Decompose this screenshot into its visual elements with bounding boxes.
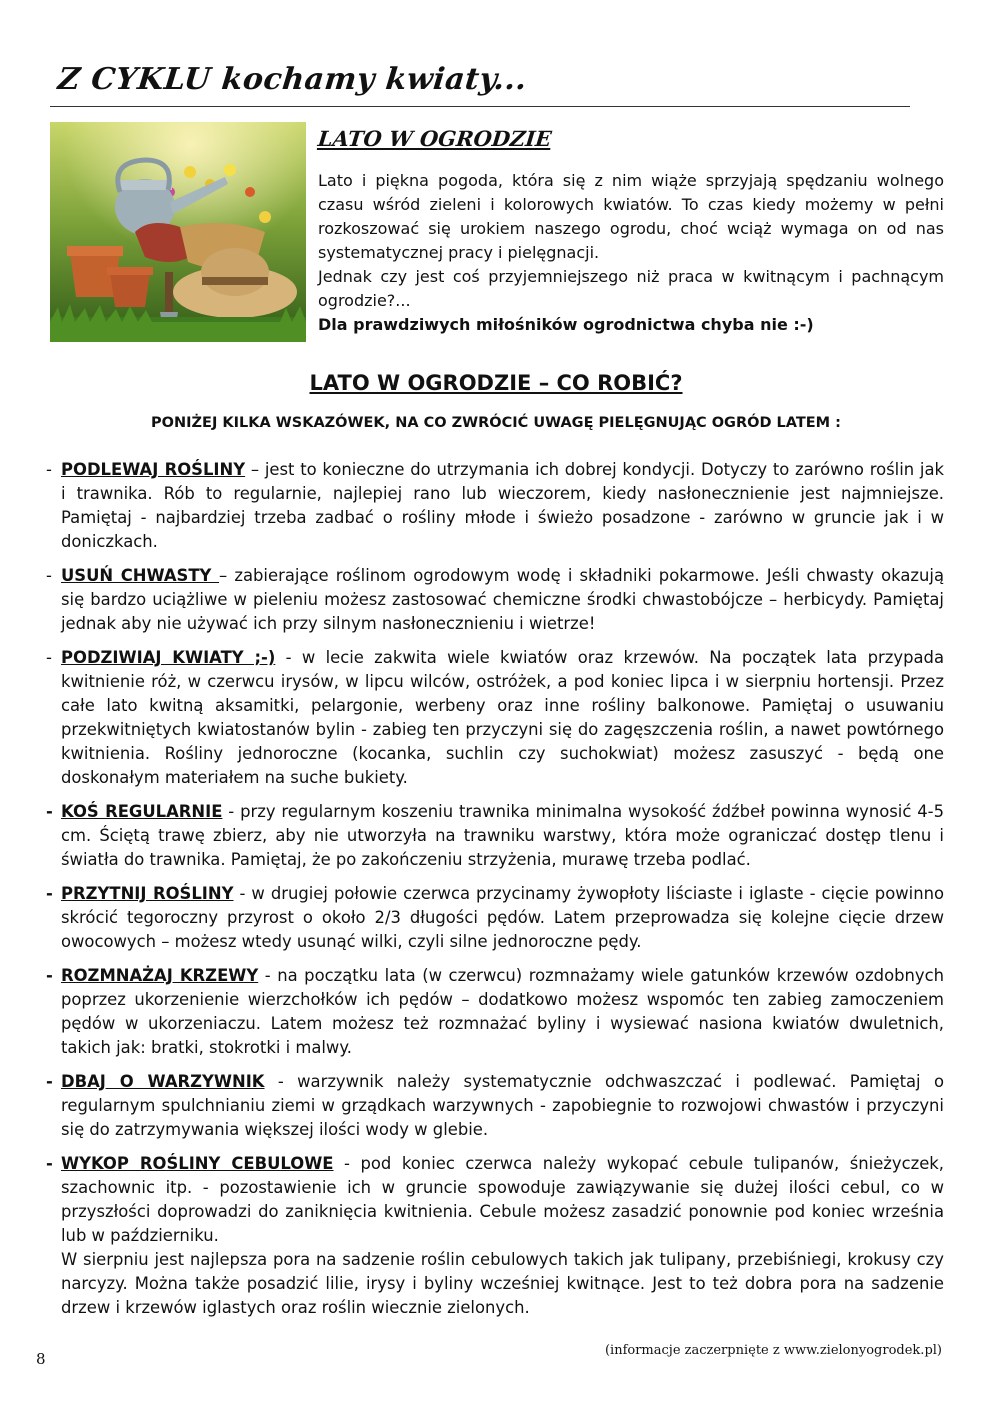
tip-text: - przy regularnym koszeniu trawnika minimalna wysokość źdźbeł powinna wynosić 4-5 cm. Ściętą trawę zbierz, aby nie utworzyła na trawniku warstwy, która może ograniczać dostęp tlenu i światła do trawnika. Pamiętaj, że po zakończeniu strzyżenia, murawę trzeba podlać. xyxy=(61,802,944,869)
garden-photo xyxy=(50,122,306,342)
tip-item xyxy=(46,964,944,1060)
list-dash: - xyxy=(46,1072,53,1091)
tip-item xyxy=(46,1152,944,1248)
tip-text: - na początku lata (w czerwcu) rozmnażamy wiele gatunków krzewów ozdobnych poprzez ukorzenienie wierzchołków ich pędów – dodatkowo możesz wspomóc ten zabieg zamoczeniem pędów w ukorzeniaczu. Latem możesz też rozmnażać byliny i wysiewać nasiona kwiatów dwuletnich, takich jak: bratki, stokrotki i malwy. xyxy=(61,966,944,1057)
intro-title: LATO W OGRODZIE xyxy=(316,126,553,151)
list-dash: - xyxy=(46,460,52,479)
intro-paragraph: Lato i piękna pogoda, która się z nim wiąże sprzyjają spędzaniu wolnego czasu wśród zieleni i kolorowych kwiatów. To czas kiedy możemy w pełni rozkoszować się urokiem naszego ogrodu, choć wciąż wymaga on od nas systematycznej pracy i pielęgnacji. xyxy=(318,171,944,262)
tip-item xyxy=(46,882,944,954)
tip-item xyxy=(46,458,944,554)
tip-lead: USUŃ CHWASTY xyxy=(61,566,220,585)
tip-text: - w drugiej połowie czerwca przycinamy żywopłoty liściaste i iglaste - cięcie powinno skrócić tegoroczny przyrost o około 2/3 długości pędów. Latem przeprowadza się kolejne cięcie drzew owocowych – możesz wtedy usunąć wilki, czyli silne jednoroczne pędy. xyxy=(61,884,944,951)
intro-section xyxy=(318,126,944,337)
list-dash: - xyxy=(46,884,53,903)
tip-lead: PODLEWAJ ROŚLINY xyxy=(61,460,246,479)
tip-text: – jest to konieczne do utrzymania ich dobrej kondycji. Dotyczy to zarówno roślin jak i trawnika. Rób to regularnie, najlepiej rano lub wieczorem, kiedy nasłonecznienie jest najmniejsze. Pamiętaj - najbardziej trzeba zadbać o rośliny młode i świeżo posadzone - zarówno w gruncie jak i w doniczkach. xyxy=(61,460,944,551)
page-number: 8 xyxy=(36,1350,46,1368)
source-note: (informacje zaczerpnięte z www.zielonyogrodek.pl) xyxy=(604,1343,942,1358)
tip-lead: PRZYTNIJ ROŚLINY xyxy=(61,884,234,903)
tip-item xyxy=(46,1070,944,1142)
tip-item xyxy=(46,564,944,636)
tip-item xyxy=(46,800,944,872)
tip-lead: PODZIWIAJ KWIATY ;-) xyxy=(61,648,276,667)
tip-text: - warzywnik należy systematycznie odchwaszczać i podlewać. Pamiętaj o regularnym spulchnianiu ziemi w grządkach warzywnych - zapobiegnie to rozwojowi chwastów i przyczyni się do zatrzymywania większej ilości wody w glebie. xyxy=(61,1072,944,1139)
tip-lead: KOŚ REGULARNIE xyxy=(61,802,223,821)
main-heading: LATO W OGRODZIE – CO ROBIĆ? xyxy=(309,371,683,395)
header-divider xyxy=(50,106,910,107)
tip-text: - w lecie zakwita wiele kwiatów oraz krzewów. Na początek lata przypada kwitnienie róż, w czerwcu irysów, w lipcu wilców, ostróżek, a pod koniec lipca i w sierpniu hortensji. Przez całe lato kwitną aksamitki, pelargonie, werbeny oraz inne rośliny balkonowe. Pamiętaj o usuwaniu przekwitniętych kwiatostanów bylin - zabieg ten przyczyni się do zagęszczenia roślin, a nawet powtórnego kwitnienia. Rośliny jednoroczne (kocanka, suchlin czy suchokwiat) możesz zasuszyć - będą one doskonałym materiałem na suche bukiety. xyxy=(61,648,944,787)
tip-text: - pod koniec czerwca należy wykopać cebule tulipanów, śnieżyczek, szachownic itp. - pozostawienie ich w gruncie spowoduje zawiązywanie się dużej ilości cebul, co w przyszłości doprowadzi do zaniknięcia kwitnienia. Cebule możesz zasadzić ponownie pod koniec września lub w październiku. xyxy=(61,1154,945,1245)
tip-item xyxy=(46,646,944,790)
tips-list xyxy=(46,458,944,1320)
list-dash: - xyxy=(46,802,53,821)
list-dash: - xyxy=(46,648,52,667)
tip-text: – zabierające roślinom ogrodowym wodę i składniki pokarmowe. Jeśli chwasty okazują się bardzo uciążliwe w pieleniu możesz zastosować chemiczne środki chwastobójcze – herbicydy. Pamiętaj jednak aby nie używać ich przy silnym nasłonecznieniu i wietrze! xyxy=(61,566,944,633)
tip-lead: DBAJ O WARZYWNIK xyxy=(61,1072,265,1091)
page-header-title xyxy=(56,62,529,97)
header-prefix: Z CYKLU xyxy=(56,62,213,97)
intro-bold-line: Dla prawdziwych miłośników ogrodnictwa chyba nie :-) xyxy=(318,315,814,334)
closing-paragraph: W sierpniu jest najlepsza pora na sadzenie roślin cebulowych takich jak tulipany, przebiśniegi, krokusy czy narcyzy. Można także posadzić lilie, irysy i byliny wcześniej kwitnące. Jest to też dobra pora na sadzenie drzew i krzewów iglastych oraz roślin wiecznie zielonych. xyxy=(61,1250,944,1317)
intro-paragraph-question: Jednak czy jest coś przyjemniejszego niż praca w kwitnącym i pachnącym ogrodzie?... xyxy=(318,267,944,310)
list-dash: - xyxy=(46,566,52,585)
list-dash: - xyxy=(46,1154,53,1173)
subheading: PONIŻEJ KILKA WSKAZÓWEK, NA CO ZWRÓCIĆ UWAGĘ PIELĘGNUJĄC OGRÓD LATEM : xyxy=(151,415,841,431)
tip-lead: WYKOP ROŚLINY CEBULOWE xyxy=(61,1154,334,1173)
header-script: kochamy kwiaty... xyxy=(219,62,529,97)
list-dash: - xyxy=(46,966,53,985)
tip-lead: ROZMNAŻAJ KRZEWY xyxy=(61,966,259,985)
